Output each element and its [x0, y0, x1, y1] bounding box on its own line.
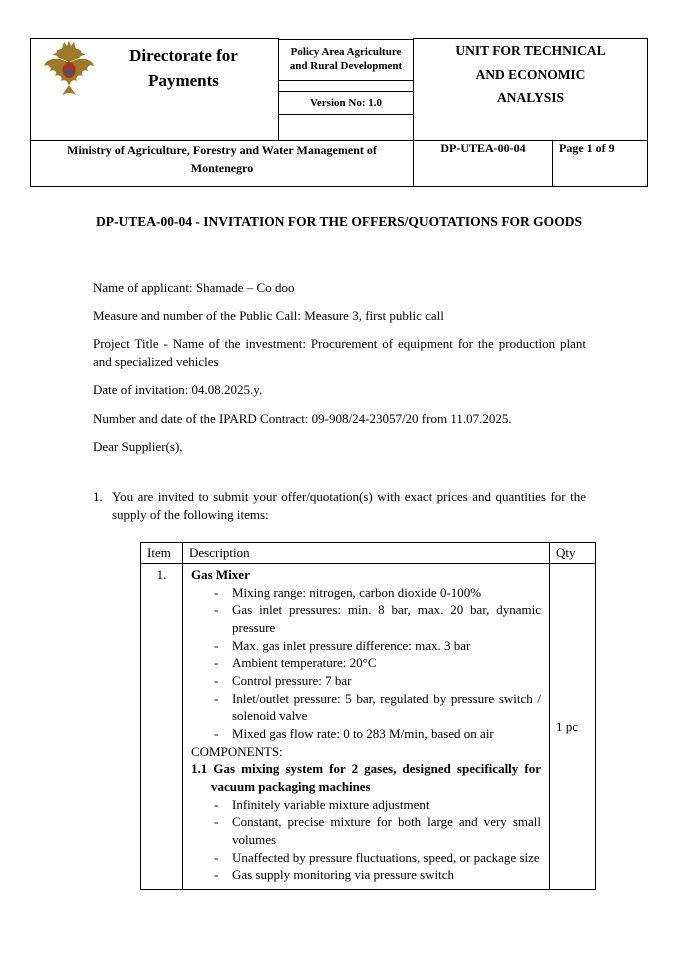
product-title: Gas Mixer [191, 566, 250, 582]
org-cell [31, 39, 279, 141]
spec-bullet: - Gas inlet pressures: min. 8 bar, max. 20 bar, dynamic pressure [212, 601, 541, 636]
component-spec-bullet: - Gas supply monitoring via pressure switch [212, 866, 541, 884]
column-header-item: Item [141, 543, 183, 564]
component-spec-bullet: - Unaffected by pressure fluctuations, speed, or package size [212, 849, 541, 867]
unit-name: UNIT FOR TECHNICAL AND ECONOMIC ANALYSIS [414, 39, 648, 141]
invitation-date: Date of invitation: 04.08.2025.y. [93, 382, 263, 398]
ipard-contract-info: Number and date of the IPARD Contract: 09-908/24-23057/20 from 11.07.2025. [93, 410, 512, 426]
component-title: 1.1 Gas mixing system for 2 gases, designed specifically for vacuum packaging machines [191, 761, 541, 795]
spec-bullet: - Mixing range: nitrogen, carbon dioxide 0-100% [212, 584, 541, 602]
component-spec-list [212, 796, 541, 884]
montenegro-coat-of-arms-icon [41, 39, 97, 97]
clause-number: 1. [93, 488, 103, 504]
item-number: 1. [141, 563, 183, 889]
clause-text: You are invited to submit your offer/quotation(s) with exact prices and quantities for the supply of the following items: [112, 488, 586, 523]
column-header-qty: Qty [550, 543, 596, 564]
spec-bullet: - Control pressure: 7 bar [212, 672, 541, 690]
items-table [140, 542, 596, 890]
document-header [30, 38, 648, 187]
column-header-description: Description [183, 543, 550, 564]
policy-version-cell [279, 39, 414, 141]
doc-code: DP-UTEA-00-04 [414, 141, 553, 187]
salutation: Dear Supplier(s), [93, 438, 183, 454]
spec-list [212, 584, 541, 743]
public-call-info: Measure and number of the Public Call: Measure 3, first public call [93, 307, 444, 323]
table-row [141, 563, 596, 889]
spec-bullet: - Inlet/outlet pressure: 5 bar, regulated by pressure switch / solenoid valve [212, 690, 541, 725]
invitation-clause [93, 488, 586, 524]
items-table-header-row [141, 543, 596, 564]
document-title: DP-UTEA-00-04 - INVITATION FOR THE OFFERS/QUOTATIONS FOR GOODS [96, 214, 582, 229]
project-title: Project Title - Name of the investment: Procurement of equipment for the production plant and specialized vehicles [93, 335, 586, 370]
policy-area-label: Policy Area Agriculture and Rural Development [279, 39, 413, 82]
spec-bullet: - Ambient temperature: 20°C [212, 654, 541, 672]
applicant-name: Name of applicant: Shamade – Co doo [93, 279, 295, 295]
version-label: Version No: 1.0 [279, 91, 413, 115]
item-quantity: 1 pc [550, 563, 596, 889]
item-description-cell [183, 563, 550, 889]
component-spec-bullet: - Infinitely variable mixture adjustment [212, 796, 541, 814]
spec-bullet: - Max. gas inlet pressure difference: max. 3 bar [212, 637, 541, 655]
components-label: COMPONENTS: [191, 743, 283, 759]
page-number: Page 1 of 9 [553, 141, 648, 187]
spec-bullet: - Mixed gas flow rate: 0 to 283 M/min, based on air [212, 725, 541, 743]
ministry-name: Ministry of Agriculture, Forestry and Water Management of Montenegro [31, 141, 414, 187]
component-spec-bullet: - Constant, precise mixture for both large and very small volumes [212, 813, 541, 848]
org-logo-wrap [31, 39, 278, 97]
document-body [93, 279, 586, 890]
org-name: Directorate for Payments [129, 45, 238, 90]
